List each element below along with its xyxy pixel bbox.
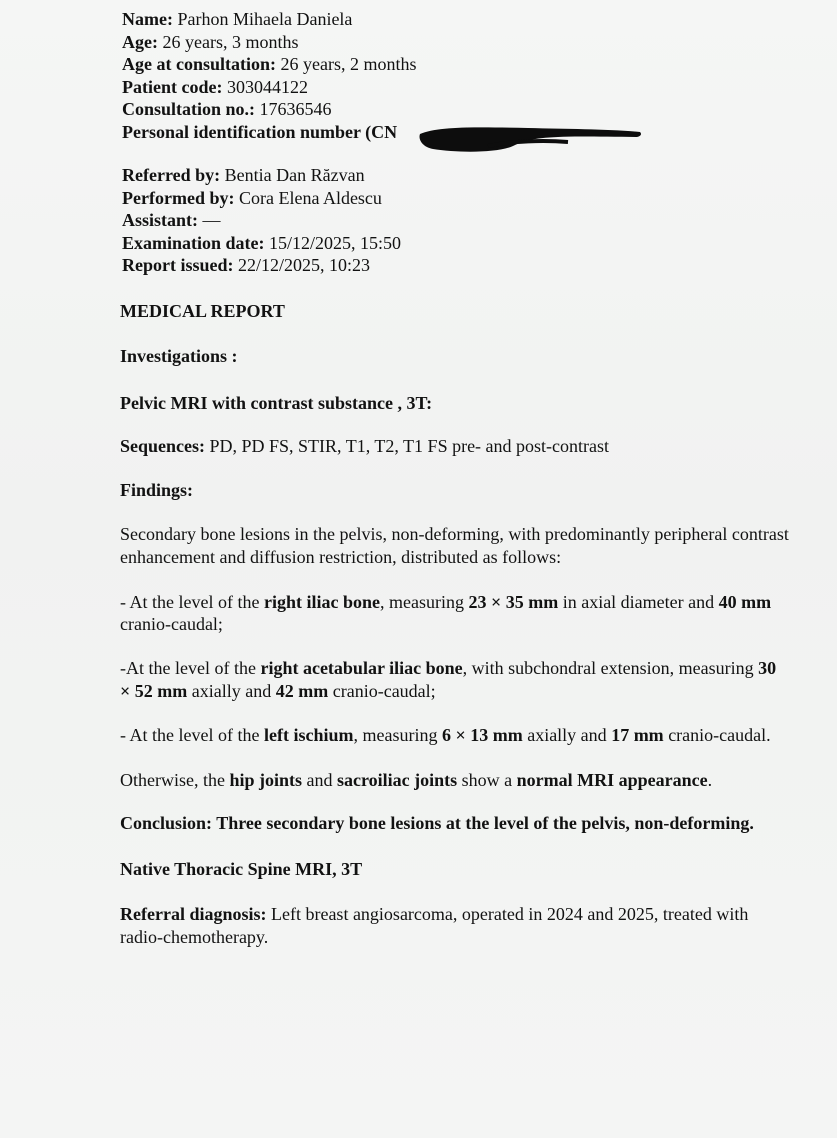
- lesion1-axial-size: 23 × 35 mm: [468, 591, 559, 612]
- hip-joints-term: hip joints: [229, 769, 302, 790]
- lesion3-location: left ischium: [263, 724, 354, 745]
- lesion-right-iliac: [120, 591, 790, 637]
- performed-by-label: Performed by:: [122, 187, 235, 208]
- patient-code-label: Patient code:: [122, 76, 223, 97]
- otherwise-text-3: show a: [457, 769, 517, 790]
- examination-date-value: 15/12/2025, 15:50: [264, 232, 402, 253]
- report-body: [120, 298, 790, 949]
- referral-diagnosis-value: Left breast angiosarcoma, operated in 2024 and 2025, treated with radio-chemotherapy.: [120, 903, 749, 947]
- lesion3-axial-size: 6 × 13 mm: [441, 724, 523, 745]
- lesion3-text-2: , measuring: [353, 724, 442, 745]
- lesion3-cc-size: 17 mm: [611, 724, 664, 745]
- patient-name-line: [122, 8, 416, 31]
- report-issued-value: 22/12/2025, 10:23: [233, 255, 371, 276]
- referred-by-label: Referred by:: [122, 165, 221, 185]
- thoracic-mri-title: Native Thoracic Spine MRI, 3T: [120, 859, 363, 880]
- sequences-label: Sequences:: [120, 436, 205, 457]
- age-line: [122, 31, 416, 54]
- patient-code-value: 303044122: [222, 76, 308, 97]
- findings-intro: Secondary bone lesions in the pelvis, non-deforming, with predominantly peripheral contrast enhancement and diffusion restriction, distributed as follows:: [120, 523, 789, 567]
- lesion1-cc-size: 40 mm: [718, 591, 772, 612]
- report-issued-line: [122, 254, 401, 277]
- pelvic-mri-title: Pelvic MRI with contrast substance , 3T:: [120, 392, 433, 413]
- lesion1-text-2: , measuring: [379, 591, 469, 612]
- otherwise-text-2: and: [302, 769, 337, 790]
- report-title: MEDICAL REPORT: [120, 301, 285, 321]
- consultation-no-value: 17636546: [255, 99, 332, 120]
- lesion2-text-2: , with subchondral extension, measuring: [462, 658, 759, 679]
- otherwise-statement: [120, 769, 790, 792]
- lesion1-text-3: in axial diameter and: [558, 591, 719, 612]
- investigations-heading: Investigations :: [120, 345, 238, 366]
- assistant-label: Assistant:: [122, 210, 199, 231]
- age-consultation-line: [122, 53, 416, 76]
- pin-line: [122, 121, 416, 144]
- assistant-value: —: [198, 210, 221, 231]
- patient-code-line: [122, 76, 416, 99]
- age-consultation-label: Age at consultation:: [122, 54, 276, 75]
- referral-diagnosis-label: Referral diagnosis:: [120, 903, 267, 924]
- lesion2-text-3: axially and: [187, 680, 276, 701]
- examination-date-label: Examination date:: [122, 232, 265, 253]
- lesion3-text-4: cranio-caudal.: [663, 724, 771, 745]
- otherwise-text-4: .: [707, 769, 713, 790]
- consultation-no-line: [122, 98, 416, 121]
- name-label: Name:: [122, 9, 173, 29]
- consultation-no-label: Consultation no.:: [122, 99, 256, 120]
- name-value: Parhon Mihaela Daniela: [172, 9, 353, 29]
- lesion3-text-1: - At the level of the: [120, 724, 264, 745]
- conclusion: Conclusion: Three secondary bone lesions at the level of the pelvis, non-deforming.: [120, 813, 754, 834]
- referral-info: [122, 164, 401, 277]
- lesion2-cc-size: 42 mm: [275, 680, 329, 701]
- lesion1-location: right iliac bone: [263, 591, 380, 612]
- lesion3-text-3: axially and: [522, 724, 612, 745]
- findings-heading: Findings:: [120, 480, 194, 501]
- referred-by-value: Bentia Dan Răzvan: [220, 165, 365, 185]
- lesion2-text-1: -At the level of the: [120, 658, 261, 679]
- examination-date-line: [122, 232, 401, 255]
- lesion-left-ischium: [120, 724, 790, 747]
- patient-info: [122, 8, 416, 144]
- referral-diagnosis: [120, 903, 790, 949]
- lesion-right-acetabular: [120, 657, 790, 703]
- performed-by-line: [122, 187, 401, 210]
- redaction-mark: [418, 124, 642, 154]
- otherwise-text-1: Otherwise, the: [120, 769, 230, 790]
- age-label: Age:: [122, 31, 158, 52]
- lesion2-text-4: cranio-caudal;: [328, 680, 436, 701]
- report-issued-label: Report issued:: [122, 255, 234, 276]
- sacroiliac-joints-term: sacroiliac joints: [337, 769, 458, 790]
- referred-by-line: [122, 164, 401, 187]
- performed-by-value: Cora Elena Aldescu: [234, 187, 382, 208]
- lesion2-axial-size: 30 × 52 mm: [120, 658, 777, 701]
- pin-label: Personal identification number (CN: [122, 121, 398, 142]
- lesion2-location: right acetabular iliac bone: [260, 658, 463, 679]
- sequences-line: [120, 435, 790, 458]
- age-consultation-value: 26 years, 2 months: [276, 54, 417, 75]
- age-value: 26 years, 3 months: [157, 31, 299, 52]
- lesion1-text-1: - At the level of the: [120, 591, 264, 612]
- assistant-line: [122, 209, 401, 232]
- sequences-value: PD, PD FS, STIR, T1, T2, T1 FS pre- and post-contrast: [205, 436, 610, 457]
- lesion1-text-4: cranio-caudal;: [120, 614, 223, 635]
- normal-appearance-term: normal MRI appearance: [516, 769, 708, 790]
